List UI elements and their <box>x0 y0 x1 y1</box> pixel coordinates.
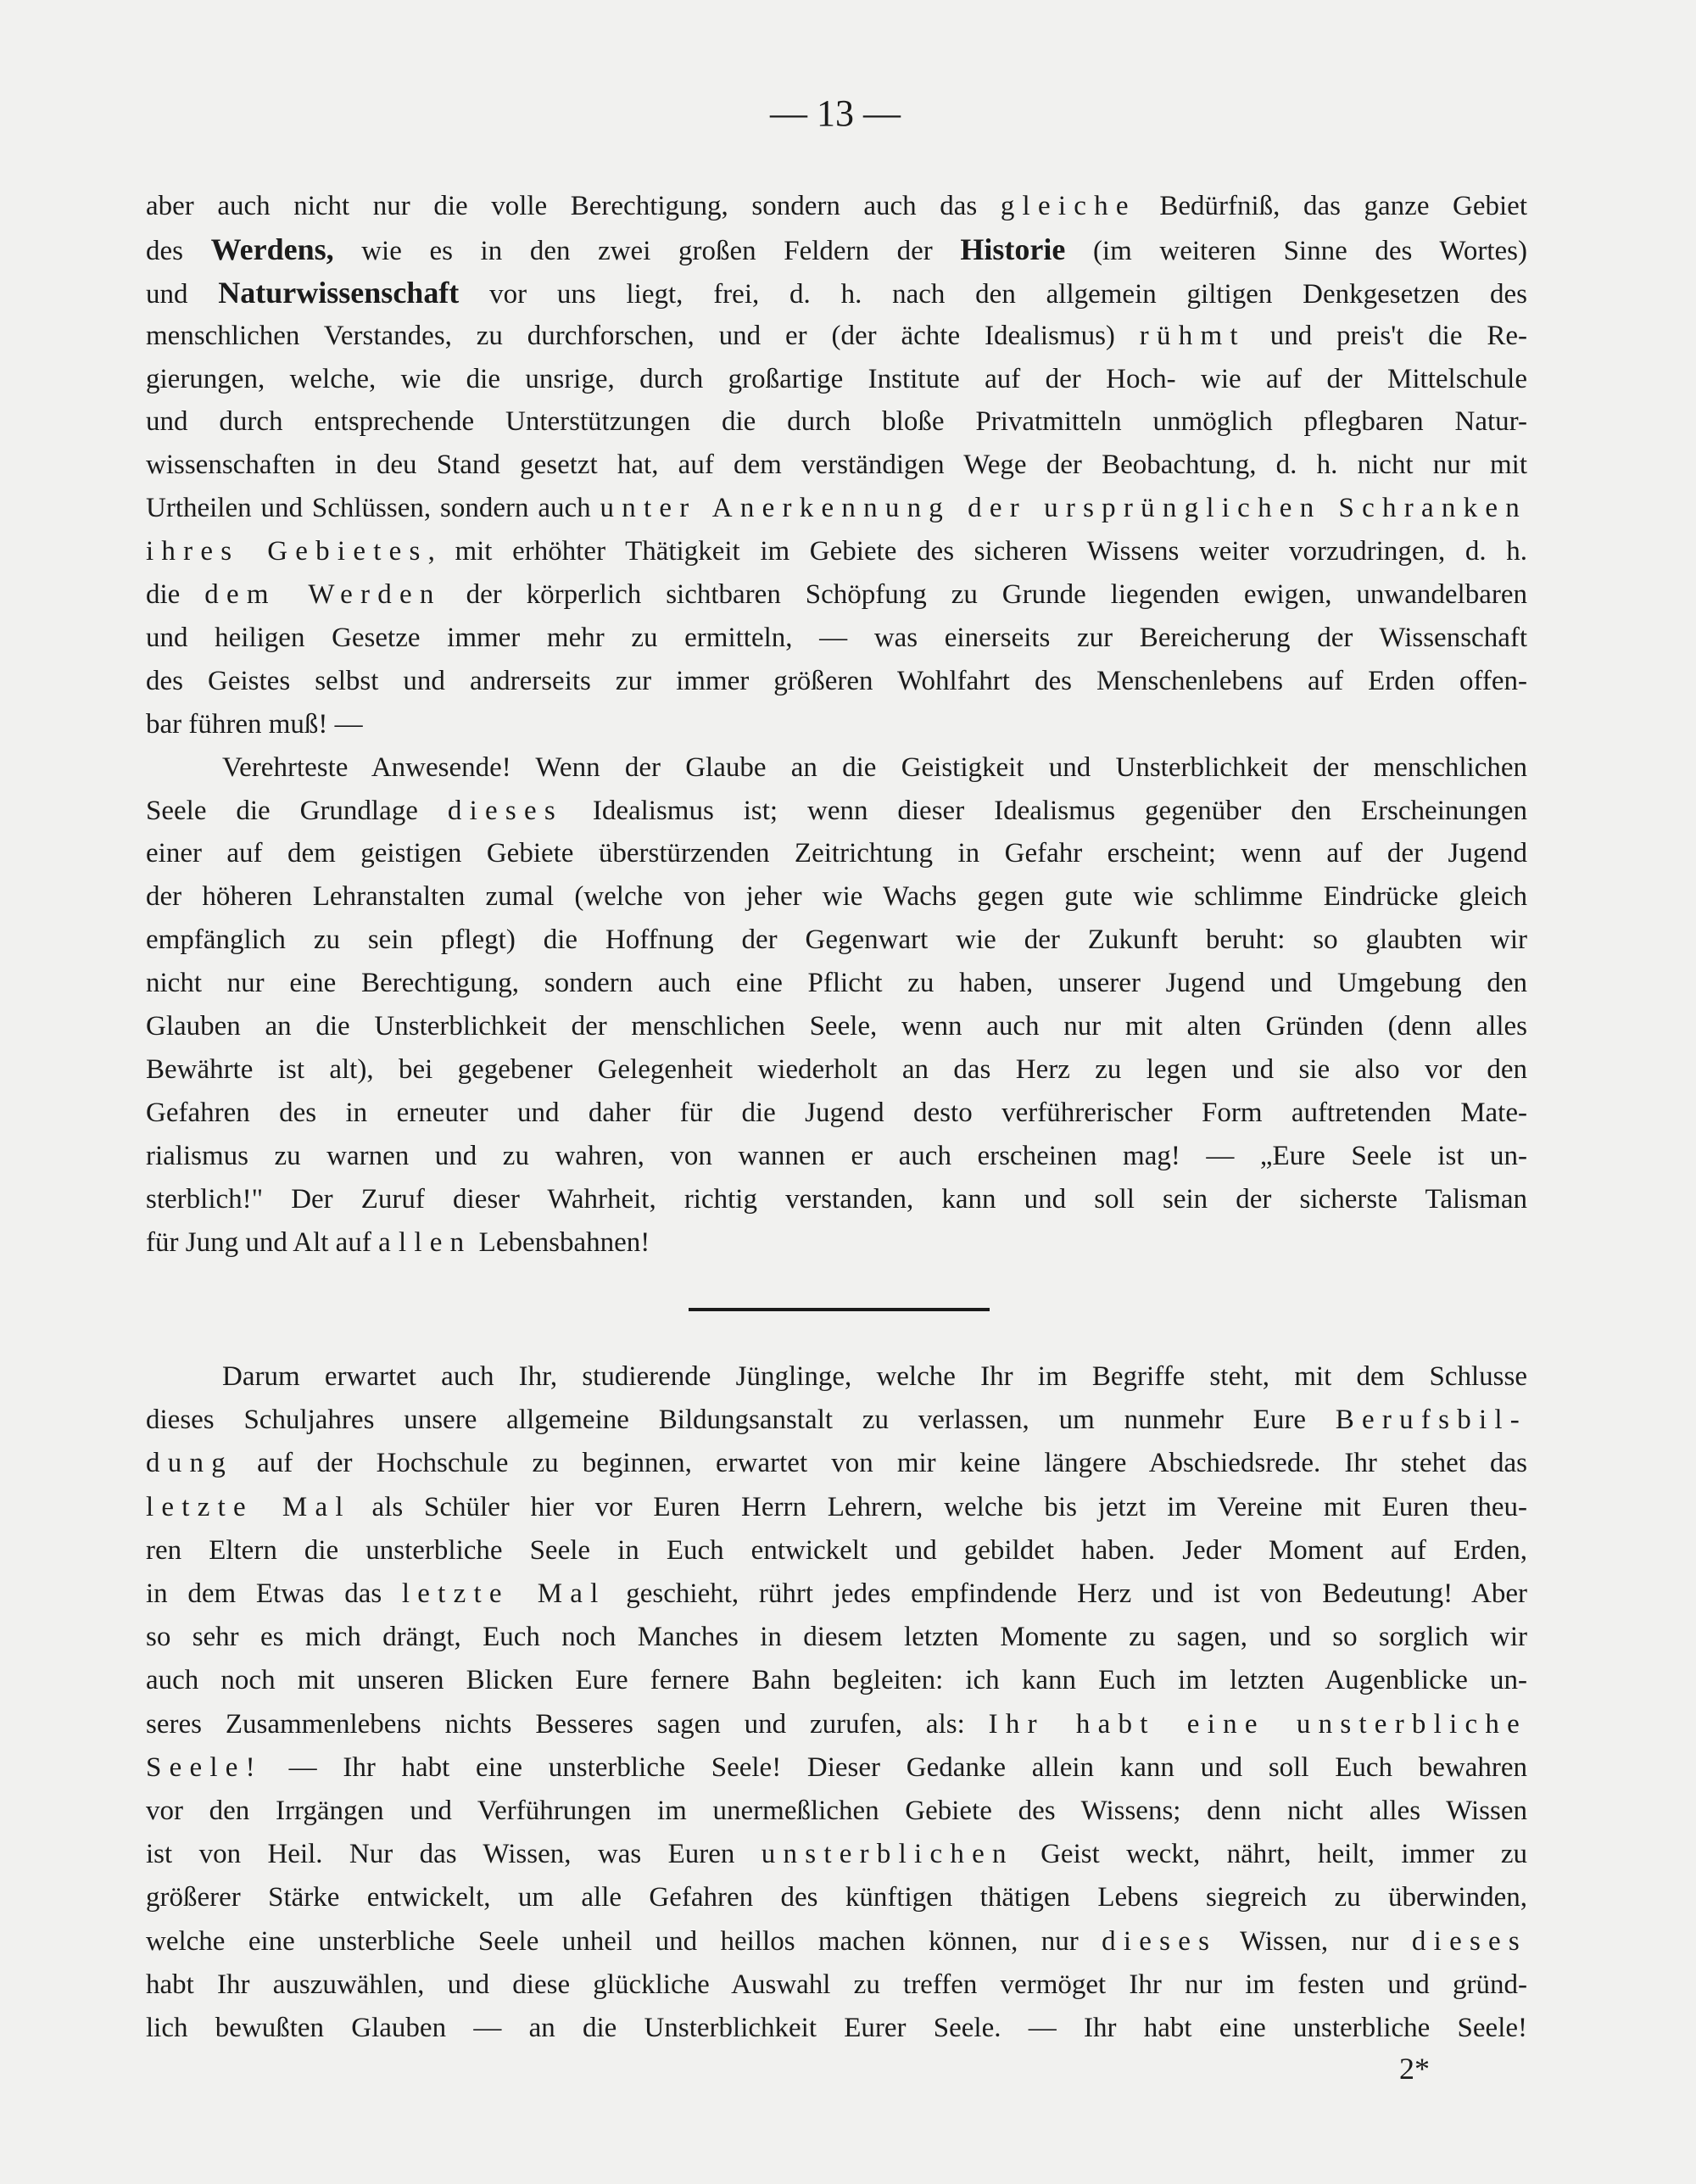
bold-term: Historie <box>960 232 1066 266</box>
emphasized-text: dung <box>146 1448 233 1478</box>
text-line <box>146 1135 1527 1178</box>
text-run: ist von Heil. Nur das Wissen, was Euren <box>146 1839 762 1869</box>
text-run: welche eine unsterbliche Seele unheil und heillos machen können, nur <box>146 1926 1102 1957</box>
text-run: lich bewußten Glauben — an die Unsterblichkeit Eurer Seele. — Ihr habt eine unsterbliche Seele! <box>146 2013 1527 2043</box>
text-line <box>146 1048 1527 1092</box>
text-run: so sehr es mich drängt, Euch noch Manches in diesem letzten Momente zu sagen, und so sorglich wir <box>146 1622 1527 1652</box>
text-run: wissenschaften in deu Stand gesetzt hat, auf dem verständigen Wege der Beobachtung, d. h. nicht nur mit <box>146 450 1527 480</box>
emphasized-text: rühmt <box>1139 321 1246 351</box>
text-line <box>146 1572 1527 1616</box>
text-run: wie es in den zwei großen Feldern der <box>333 236 961 266</box>
text-run: und heiligen Gesetze immer mehr zu ermitteln, — was einerseits zur Bereicherung der Wissenschaft <box>146 623 1527 653</box>
text-line <box>146 1616 1527 1659</box>
text-run: für Jung und Alt auf <box>146 1227 379 1258</box>
text-line <box>146 271 1527 315</box>
text-line <box>146 1529 1527 1572</box>
text-line <box>146 1442 1527 1485</box>
text-run: und <box>146 279 219 310</box>
text-run: der höheren Lehranstalten zumal (welche von jeher wie Wachs gegen gute wie schlimme Eindrücke gleich <box>146 881 1527 912</box>
text-line <box>146 832 1527 875</box>
text-line <box>146 1399 1527 1442</box>
emphasized-text: gleiche <box>1000 191 1136 221</box>
text-run: des Geistes selbst und andrerseits zur immer größeren Wohlfahrt des Menschenlebens auf Erden offen- <box>146 666 1527 696</box>
text-run: die <box>146 579 205 610</box>
text-line <box>146 1703 1527 1746</box>
text-run: gierungen, welche, wie die unsrige, durch großartige Institute auf der Hoch- wie auf der Mittelschule <box>146 364 1527 394</box>
text-line <box>146 660 1527 703</box>
text-run: habt Ihr auszuwählen, und diese glückliche Auswahl zu treffen vermöget Ihr nur im festen und gründ- <box>146 1969 1527 2000</box>
text-line <box>146 962 1527 1005</box>
text-run: vor den Irrgängen und Verführungen im unermeßlichen Gebiete des Wissens; denn nicht alles Wissen <box>146 1796 1527 1826</box>
page-number: — 13 — <box>770 92 901 134</box>
text-run: als Schüler hier vor Euren Herrn Lehrern, welche bis jetzt im Vereine mit Euren theu- <box>350 1492 1527 1522</box>
text-run: , mit erhöhter Thätigkeit im Gebiete des sicheren Wissens weiter vorzudringen, d. h. <box>427 536 1527 567</box>
text-run: Darum erwartet auch Ihr, studierende Jünglinge, welche Ihr im Begriffe steht, mit dem Schlusse <box>222 1361 1527 1392</box>
text-line <box>146 444 1527 487</box>
emphasized-text: letzte Mal <box>401 1578 606 1609</box>
text-line <box>146 790 1527 833</box>
text-line <box>146 228 1527 271</box>
emphasized-text: unsterblichen <box>761 1839 1014 1869</box>
text-line <box>146 1876 1527 1919</box>
emphasized-text: Seele! <box>146 1752 263 1783</box>
text-run: Bedürfniß, das ganze Gebiet <box>1135 191 1527 221</box>
emphasized-text: dieses <box>1102 1926 1218 1957</box>
text-run: größerer Stärke entwickelt, um alle Gefahren des künftigen thätigen Lebens siegreich zu überwinden, <box>146 1882 1527 1913</box>
text-line <box>146 1790 1527 1833</box>
text-run: Gefahren des in erneuter und daher für die Jugend desto verführerischer Form auftretenden Mate- <box>146 1098 1527 1128</box>
text-run: einer auf dem geistigen Gebiete überstürzenden Zeitrichtung in Gefahr erscheint; wenn auf der Jugend <box>146 838 1527 869</box>
text-run: Idealismus ist; wenn dieser Idealismus gegenüber den Erscheinungen <box>562 796 1528 826</box>
text-line <box>146 400 1527 444</box>
text-run: und durch entsprechende Unterstützungen die durch bloße Privatmitteln unmöglich pflegbaren Natur- <box>146 406 1527 437</box>
text-run: menschlichen Verstandes, zu durchforschen, und er (der ächte Idealismus) <box>146 321 1140 351</box>
section-divider-rule <box>689 1308 990 1311</box>
text-line <box>146 185 1527 228</box>
emphasized-text: unter Anerkennung der ursprünglichen Schranken <box>600 493 1527 523</box>
text-line <box>146 1092 1527 1135</box>
text-line <box>146 617 1527 660</box>
text-run: nicht nur eine Berechtigung, sondern auch eine Pflicht zu haben, unserer Jugend und Umgebung den <box>146 968 1527 998</box>
emphasized-text: allen <box>378 1227 472 1258</box>
text-run: sterblich!" Der Zuruf dieser Wahrheit, richtig verstanden, kann und soll sein der sicherste Talisman <box>146 1184 1527 1215</box>
text-line <box>146 1746 1527 1790</box>
text-run: seres Zusammenlebens nichts Besseres sagen und zurufen, als: <box>146 1709 989 1740</box>
text-line <box>146 1486 1527 1529</box>
text-run: Wissen, nur <box>1217 1926 1412 1957</box>
text-line <box>146 2007 1527 2050</box>
text-run: Geist weckt, nährt, heilt, immer zu <box>1013 1839 1528 1869</box>
bold-term: Naturwissenschaft <box>218 276 460 310</box>
emphasized-text: Berufsbil- <box>1335 1405 1527 1435</box>
text-run: bar führen muß! — <box>146 709 363 740</box>
text-line <box>146 1920 1527 1963</box>
text-line <box>146 1963 1527 2007</box>
text-run: Verehrteste Anwesende! Wenn der Glaube an die Geistigkeit und Unsterblichkeit der menschlichen <box>222 752 1527 783</box>
text-run: Lebensbahnen! <box>471 1227 650 1258</box>
text-line <box>146 487 1527 530</box>
text-run: und preis't die Re- <box>1245 321 1527 351</box>
text-line <box>146 1659 1527 1702</box>
text-line <box>146 358 1527 401</box>
text-line <box>222 1355 1527 1399</box>
emphasized-text: dem Werden <box>204 579 442 610</box>
text-run: dieses Schuljahres unsere allgemeine Bildungsanstalt zu verlassen, um nunmehr Eure <box>146 1405 1336 1435</box>
text-run: auf der Hochschule zu beginnen, erwartet von mir keine längere Abschiedsrede. Ihr stehet das <box>232 1448 1527 1478</box>
text-line <box>146 875 1527 919</box>
emphasized-text: letzte Mal <box>146 1492 351 1522</box>
emphasized-text: dieses <box>1411 1926 1528 1957</box>
text-run: — Ihr habt eine unsterbliche Seele! Dieser Gedanke allein kann und soll Euch bewahren <box>262 1752 1527 1783</box>
text-run: empfänglich zu sein pflegt) die Hoffnung der Gegenwart wie der Zukunft beruht: so glaubten wir <box>146 924 1527 955</box>
text-line <box>146 1178 1527 1221</box>
text-run: in dem Etwas das <box>146 1578 402 1609</box>
text-line <box>146 1005 1527 1048</box>
text-run: der körperlich sichtbaren Schöpfung zu Grunde liegenden ewigen, unwandelbaren <box>441 579 1527 610</box>
text-line <box>146 703 1527 746</box>
text-run: ren Eltern die unsterbliche Seele in Euch entwickelt und gebildet haben. Jeder Moment auf Erden, <box>146 1535 1527 1566</box>
text-line <box>146 1221 1527 1265</box>
text-line <box>222 746 1527 790</box>
bold-term: Werdens, <box>210 232 334 266</box>
text-run: aber auch nicht nur die volle Berechtigung, sondern auch das <box>146 191 1001 221</box>
text-run: geschieht, rührt jedes empfindende Herz und ist von Bedeutung! Aber <box>605 1578 1527 1609</box>
text-run: Urtheilen und Schlüssen, sondern auch <box>146 493 600 523</box>
text-run: Bewährte ist alt), bei gegebener Gelegenheit wiederholt an das Herz zu legen und sie also vor den <box>146 1054 1527 1085</box>
text-line <box>146 1833 1527 1876</box>
emphasized-text: Ihr habt eine unsterbliche <box>988 1709 1527 1740</box>
text-run: des <box>146 236 211 266</box>
text-run: vor uns liegt, frei, d. h. nach den allgemein giltigen Denkgesetzen des <box>459 279 1527 310</box>
text-line <box>146 573 1527 617</box>
text-line <box>146 530 1527 573</box>
emphasized-text: dieses <box>447 796 563 826</box>
text-run: (im weiteren Sinne des Wortes) <box>1065 236 1527 266</box>
signature-mark: 2* <box>1399 2052 1430 2086</box>
text-run: Glauben an die Unsterblichkeit der menschlichen Seele, wenn auch nur mit alten Gründen (denn alles <box>146 1011 1527 1042</box>
text-run: Seele die Grundlage <box>146 796 448 826</box>
emphasized-text: ihres Gebietes <box>146 536 428 567</box>
text-line <box>146 315 1527 358</box>
text-line <box>146 919 1527 962</box>
text-run: rialismus zu warnen und zu wahren, von wannen er auch erscheinen mag! — „Eure Seele ist un- <box>146 1141 1527 1171</box>
text-run: auch noch mit unseren Blicken Eure fernere Bahn begleiten: ich kann Euch im letzten Augenblicke un- <box>146 1665 1527 1695</box>
